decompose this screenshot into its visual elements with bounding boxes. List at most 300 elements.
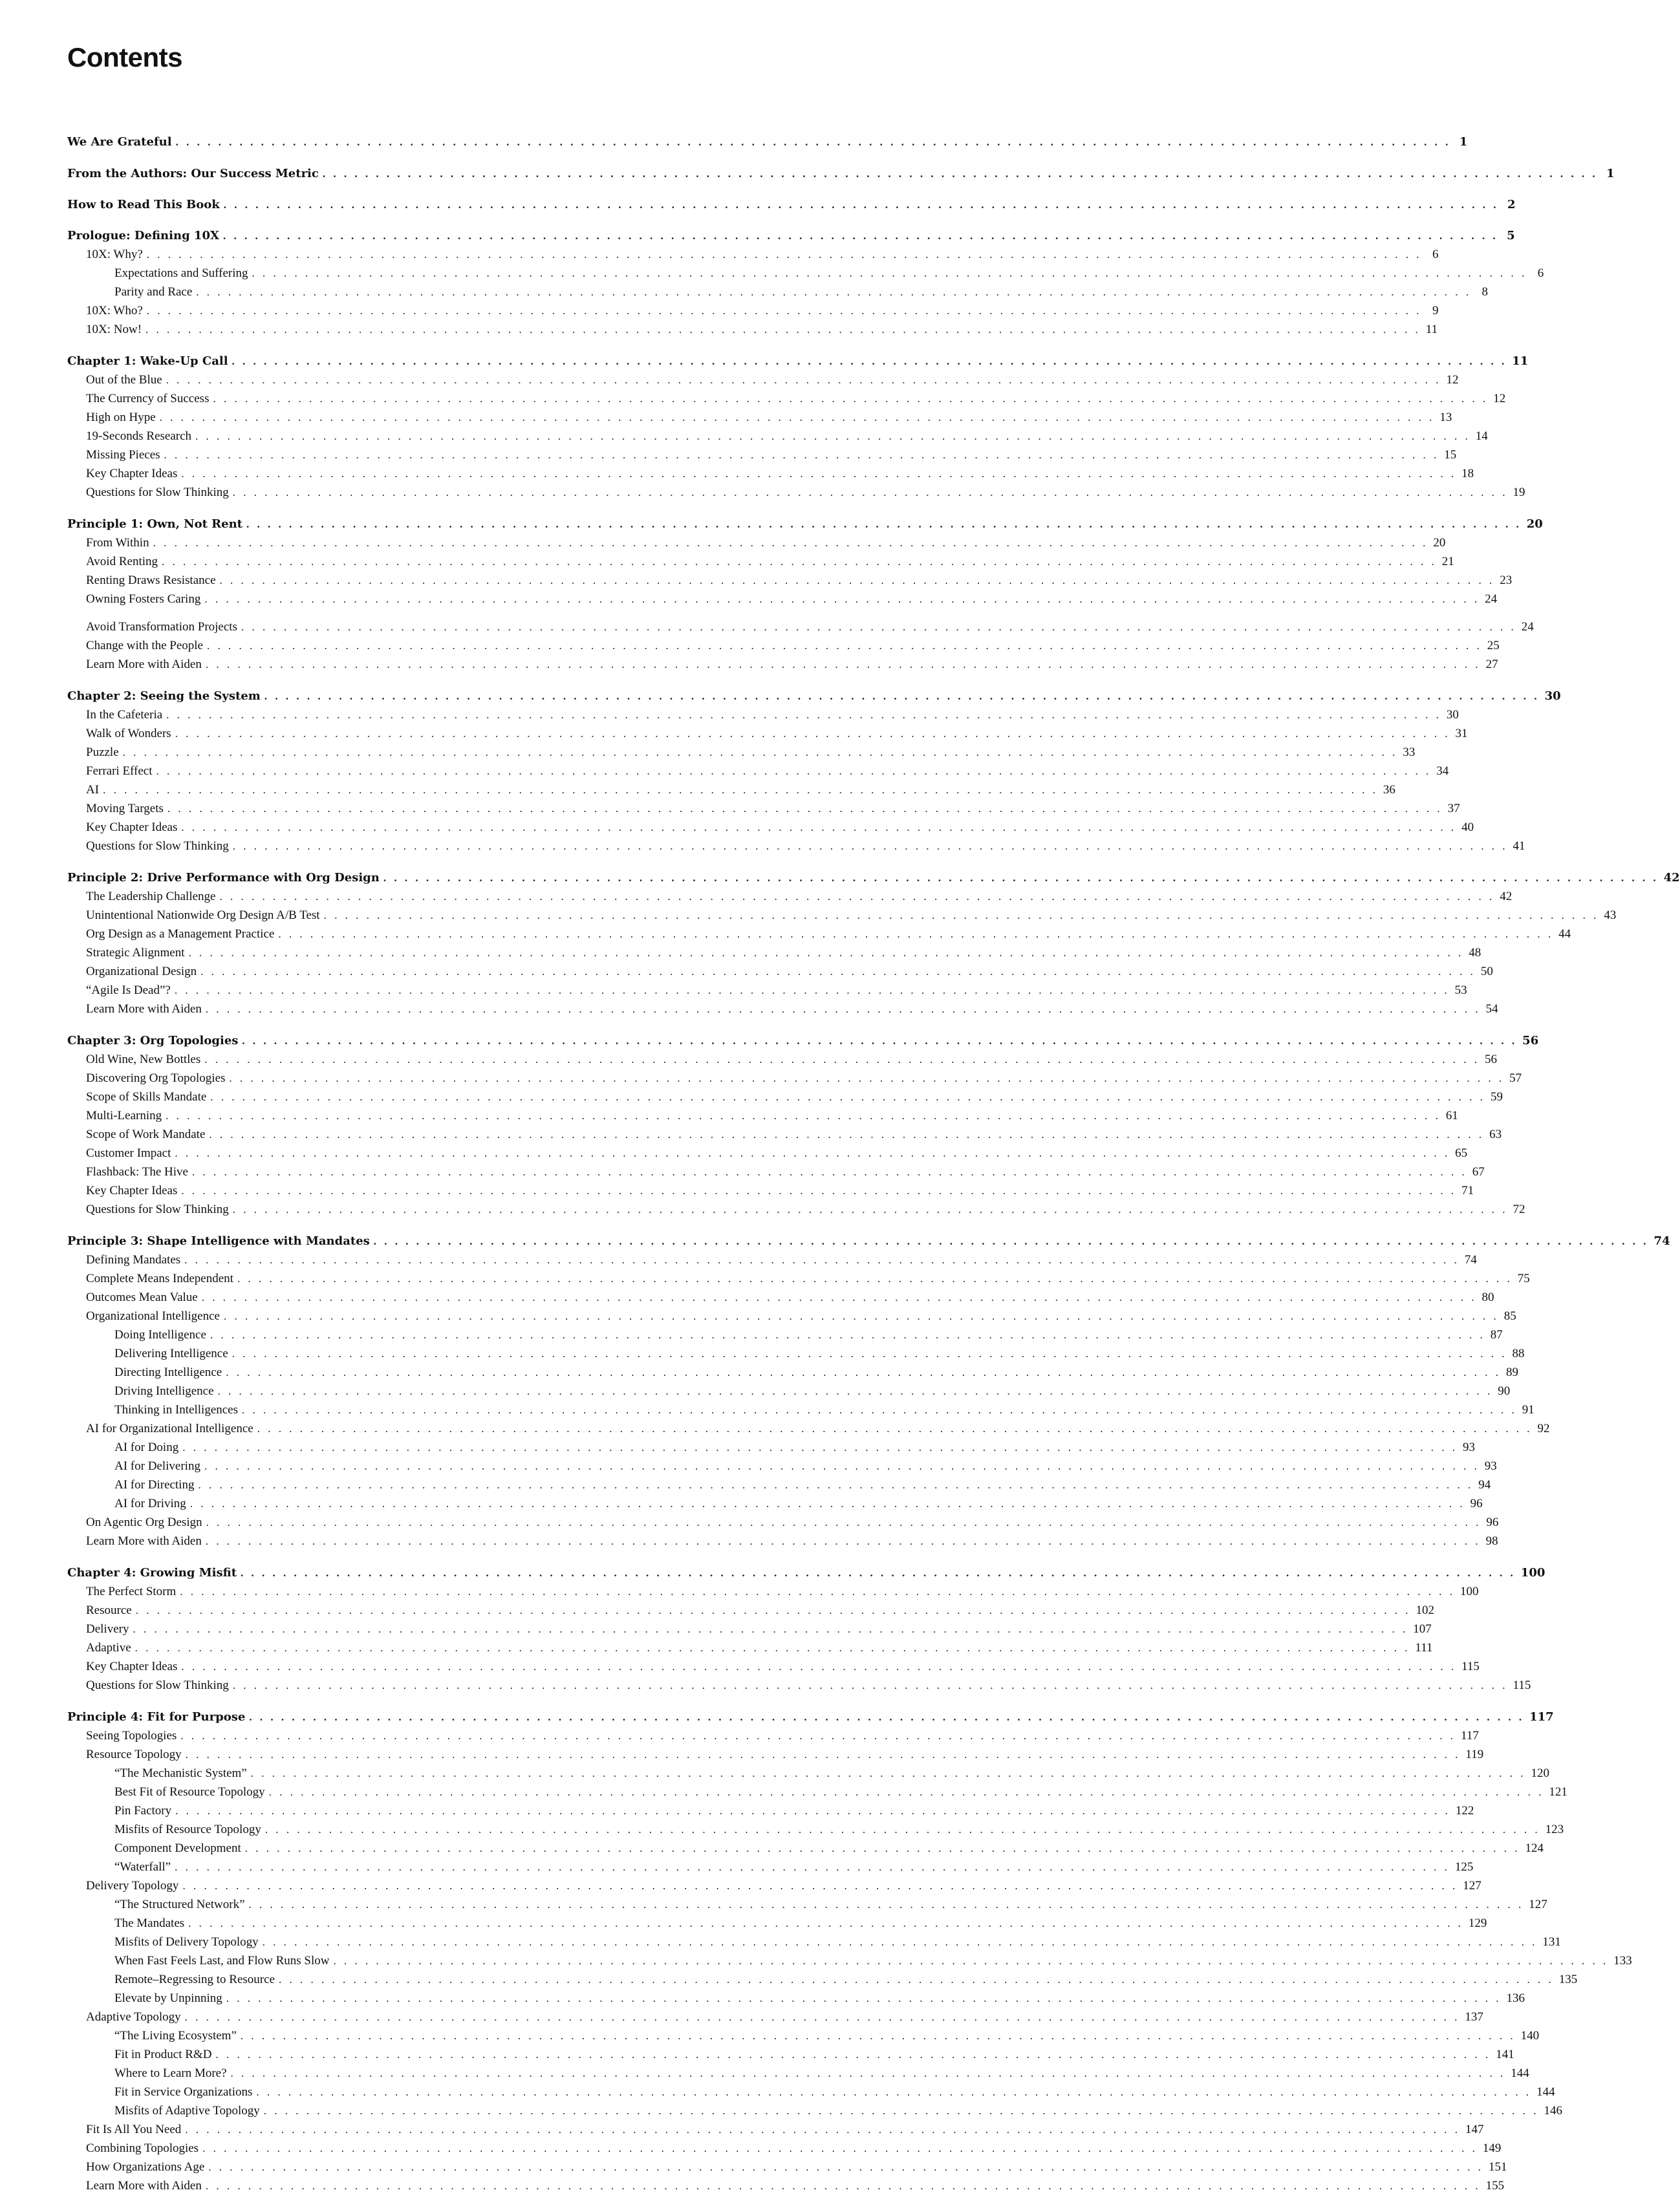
dot-leader: . . . . . . . . . . . . . . . . . . . . . . . . . . . . . . . . . . . . . . . . . . . . . . . . . . . . . . . . . . . . . . . . . . . . . . . . . . . . . . . . . . . . . . . . . . . . . . . . . . . . . . . . . . . . . . . . . . . . . . . . <box>135 1642 1410 1654</box>
toc-entry-page-number: 124 <box>1525 1841 1544 1855</box>
toc-entry-title: In the Cafeteria <box>86 708 166 722</box>
toc-entry-title: Missing Pieces <box>86 448 164 462</box>
dot-leader: . . . . . . . . . . . . . . . . . . . . . . . . . . . . . . . . . . . . . . . . . . . . . . . . . . . . . . . . . . . . . . . . . . . . . . . . . . . . . . . . . . . . . . . . . . . . . . . . . . . . . . . . . . . . . . . . . . . . . . . . <box>198 1479 1474 1491</box>
toc-entry-title: Fit Is All You Need <box>86 2123 185 2137</box>
toc-entry-page-number: 155 <box>1485 2179 1505 2193</box>
toc-entry-title: Chapter 4: Growing Misfit <box>67 1566 241 1580</box>
toc-entry-page-number: 85 <box>1503 1309 1516 1323</box>
toc-entry-title: How to Read This Book <box>67 198 224 211</box>
dot-leader: . . . . . . . . . . . . . . . . . . . . . . . . . . . . . . . . . . . . . . . . . . . . . . . . . . . . . . . . . . . . . . . . . . . . . . . . . . . . . . . . . . . . . . . . . . . . . . . . . . . . . . . . . . . . . . . . . . . . . . . . <box>232 1679 1508 1691</box>
dot-leader: . . . . . . . . . . . . . . . . . . . . . . . . . . . . . . . . . . . . . . . . . . . . . . . . . . . . . . . . . . . . . . . . . . . . . . . . . . . . . . . . . . . . . . . . . . . . . . . . . . . . . . . . . . . . . . . . . . . . . . . . <box>201 1291 1477 1303</box>
toc-entry-title: Directing Intelligence <box>114 1366 226 1380</box>
dot-leader: . . . . . . . . . . . . . . . . . . . . . . . . . . . . . . . . . . . . . . . . . . . . . . . . . . . . . . . . . . . . . . . . . . . . . . . . . . . . . . . . . . . . . . . . . . . . . . . . . . . . . . . . . . . . . . . . . . . . . . . . <box>252 267 1527 279</box>
toc-entry-page-number: 111 <box>1415 1641 1433 1655</box>
toc-entry-page-number: 88 <box>1512 1347 1525 1360</box>
dot-leader: . . . . . . . . . . . . . . . . . . . . . . . . . . . . . . . . . . . . . . . . . . . . . . . . . . . . . . . . . . . . . . . . . . . . . . . . . . . . . . . . . . . . . . . . . . . . . . . . . . . . . . . . . . . . . . . . . . . . . . . . <box>184 2011 1460 2023</box>
dot-leader: . . . . . . . . . . . . . . . . . . . . . . . . . . . . . . . . . . . . . . . . . . . . . . . . . . . . . . . . . . . . . . . . . . . . . . . . . . . . . . . . . . . . . . . . . . . . . . . . . . . . . . . . . . . . . . . . . . . . . . . . <box>204 1460 1480 1472</box>
toc-entry-page-number: 24 <box>1485 592 1498 606</box>
toc-entry-title: “The Living Ecosystem” <box>114 2029 241 2043</box>
toc-entry-page-number: 63 <box>1489 1128 1502 1141</box>
toc-entry-title: The Currency of Success <box>86 392 213 406</box>
toc-entry-title: Principle 3: Shape Intelligence with Mandates <box>67 1234 374 1248</box>
dot-leader: . . . . . . . . . . . . . . . . . . . . . . . . . . . . . . . . . . . . . . . . . . . . . . . . . . . . . . . . . . . . . . . . . . . . . . . . . . . . . . . . . . . . . . . . . . . . . . . . . . . . . . . . . . . . . . . . . . . . . . . . <box>146 305 1422 317</box>
toc-entry-title: Parity and Race <box>114 285 196 299</box>
toc-entry-page-number: 140 <box>1520 2029 1540 2043</box>
toc-entry-page-number: 65 <box>1455 1146 1468 1160</box>
toc-entry-page-number: 98 <box>1485 1534 1498 1548</box>
dot-leader: . . . . . . . . . . . . . . . . . . . . . . . . . . . . . . . . . . . . . . . . . . . . . . . . . . . . . . . . . . . . . . . . . . . . . . . . . . . . . . . . . . . . . . . . . . . . . . . . . . . . . . . . . . . . . . . . . . . . . . . . <box>256 2086 1532 2098</box>
dot-leader: . . . . . . . . . . . . . . . . . . . . . . . . . . . . . . . . . . . . . . . . . . . . . . . . . . . . . . . . . . . . . . . . . . . . . . . . . . . . . . . . . . . . . . . . . . . . . . . . . . . . . . . . . . . . . . . . . . . . . . . . <box>244 1842 1520 1854</box>
toc-entry-title: Flashback: The Hive <box>86 1165 192 1179</box>
toc-entry-title: Where to Learn More? <box>114 2066 231 2081</box>
toc-entry-title: Principle 1: Own, Not Rent <box>67 517 246 531</box>
dot-leader: . . . . . . . . . . . . . . . . . . . . . . . . . . . . . . . . . . . . . . . . . . . . . . . . . . . . . . . . . . . . . . . . . . . . . . . . . . . . . . . . . . . . . . . . . . . . . . . . . . . . . . . . . . . . . . . . . . . . . . . . <box>202 2142 1478 2154</box>
toc-entry-page-number: 133 <box>1613 1954 1632 1968</box>
toc-entry-page-number: 149 <box>1482 2141 1502 2155</box>
toc-entry-page-number: 147 <box>1465 2123 1484 2136</box>
dot-leader: . . . . . . . . . . . . . . . . . . . . . . . . . . . . . . . . . . . . . . . . . . . . . . . . . . . . . . . . . . . . . . . . . . . . . . . . . . . . . . . . . . . . . . . . . . . . . . . . . . . . . . . . . . . . . . . . . . . . . . . . <box>219 574 1495 586</box>
toc-entry-title: Renting Draws Resistance <box>86 574 220 588</box>
toc-entry-page-number: 119 <box>1465 1748 1484 1761</box>
toc-entry-title: Expectations and Suffering <box>114 266 252 281</box>
toc-entry-page-number: 21 <box>1441 555 1454 568</box>
toc-entry-title: Delivering Intelligence <box>114 1347 232 1361</box>
toc-entry-page-number: 57 <box>1509 1071 1522 1085</box>
toc-entry-page-number: 44 <box>1558 927 1571 941</box>
toc-entry-page-number: 53 <box>1454 983 1467 997</box>
toc-entry-title: Organizational Intelligence <box>86 1309 224 1324</box>
toc-entry-title: AI for Directing <box>114 1478 198 1492</box>
toc-entry-page-number: 9 <box>1432 304 1439 317</box>
toc-entry-title: Questions for Slow Thinking <box>86 486 233 500</box>
toc-entry-title: Learn More with Aiden <box>86 658 206 672</box>
toc-entry-title: Pin Factory <box>114 1804 175 1818</box>
toc-entry-page-number: 122 <box>1455 1804 1474 1818</box>
toc-entry-title: 10X: Now! <box>86 323 145 337</box>
toc-entry-title: Fit in Service Organizations <box>114 2085 256 2099</box>
toc-entry-title: Principle 2: Drive Performance with Org Design <box>67 871 383 885</box>
dot-leader: . . . . . . . . . . . . . . . . . . . . . . . . . . . . . . . . . . . . . . . . . . . . . . . . . . . . . . . . . . . . . . . . . . . . . . . . . . . . . . . . . . . . . . . . . . . . . . . . . . . . . . . . . . . . . . . . . . . . . . . . <box>264 690 1540 702</box>
dot-leader: . . . . . . . . . . . . . . . . . . . . . . . . . . . . . . . . . . . . . . . . . . . . . . . . . . . . . . . . . . . . . . . . . . . . . . . . . . . . . . . . . . . . . . . . . . . . . . . . . . . . . . . . . . . . . . . . . . . . . . . . <box>164 449 1439 461</box>
toc-entry-page-number: 125 <box>1454 1860 1474 1874</box>
toc-entry-page-number: 89 <box>1505 1366 1518 1379</box>
dot-leader: . . . . . . . . . . . . . . . . . . . . . . . . . . . . . . . . . . . . . . . . . . . . . . . . . . . . . . . . . . . . . . . . . . . . . . . . . . . . . . . . . . . . . . . . . . . . . . . . . . . . . . . . . . . . . . . . . . . . . . . . <box>175 727 1450 740</box>
toc-entry-title: Outcomes Mean Value <box>86 1291 202 1305</box>
dot-leader: . . . . . . . . . . . . . . . . . . . . . . . . . . . . . . . . . . . . . . . . . . . . . . . . . . . . . . . . . . . . . . . . . . . . . . . . . . . . . . . . . . . . . . . . . . . . . . . . . . . . . . . . . . . . . . . . . . . . . . . . <box>383 872 1659 884</box>
toc-entry-page-number: 137 <box>1465 2010 1483 2024</box>
toc-entry-page-number: 34 <box>1436 764 1449 778</box>
dot-leader: . . . . . . . . . . . . . . . . . . . . . . . . . . . . . . . . . . . . . . . . . . . . . . . . . . . . . . . . . . . . . . . . . . . . . . . . . . . . . . . . . . . . . . . . . . . . . . . . . . . . . . . . . . . . . . . . . . . . . . . . <box>205 658 1481 671</box>
toc-entry-title: Combining Topologies <box>86 2141 202 2156</box>
dot-leader: . . . . . . . . . . . . . . . . . . . . . . . . . . . . . . . . . . . . . . . . . . . . . . . . . . . . . . . . . . . . . . . . . . . . . . . . . . . . . . . . . . . . . . . . . . . . . . . . . . . . . . . . . . . . . . . . . . . . . . . . <box>278 928 1554 940</box>
toc-entry-page-number: 15 <box>1444 448 1457 462</box>
toc-entry-title: Org Design as a Management Practice <box>86 927 278 941</box>
dot-leader: . . . . . . . . . . . . . . . . . . . . . . . . . . . . . . . . . . . . . . . . . . . . . . . . . . . . . . . . . . . . . . . . . . . . . . . . . . . . . . . . . . . . . . . . . . . . . . . . . . . . . . . . . . . . . . . . . . . . . . . . <box>232 355 1507 367</box>
dot-leader: . . . . . . . . . . . . . . . . . . . . . . . . . . . . . . . . . . . . . . . . . . . . . . . . . . . . . . . . . . . . . . . . . . . . . . . . . . . . . . . . . . . . . . . . . . . . . . . . . . . . . . . . . . . . . . . . . . . . . . . . <box>180 1585 1456 1598</box>
toc-entry-page-number: 54 <box>1485 1002 1498 1016</box>
dot-leader: . . . . . . . . . . . . . . . . . . . . . . . . . . . . . . . . . . . . . . . . . . . . . . . . . . . . . . . . . . . . . . . . . . . . . . . . . . . . . . . . . . . . . . . . . . . . . . . . . . . . . . . . . . . . . . . . . . . . . . . . <box>189 1497 1465 1510</box>
toc-entry-page-number: 141 <box>1496 2048 1514 2061</box>
toc-entry-title: We Are Grateful <box>67 135 176 149</box>
dot-leader: . . . . . . . . . . . . . . . . . . . . . . . . . . . . . . . . . . . . . . . . . . . . . . . . . . . . . . . . . . . . . . . . . . . . . . . . . . . . . . . . . . . . . . . . . . . . . . . . . . . . . . . . . . . . . . . . . . . . . . . . <box>166 374 1441 386</box>
dot-leader: . . . . . . . . . . . . . . . . . . . . . . . . . . . . . . . . . . . . . . . . . . . . . . . . . . . . . . . . . . . . . . . . . . . . . . . . . . . . . . . . . . . . . . . . . . . . . . . . . . . . . . . . . . . . . . . . . . . . . . . . <box>229 1072 1505 1084</box>
dot-leader: . . . . . . . . . . . . . . . . . . . . . . . . . . . . . . . . . . . . . . . . . . . . . . . . . . . . . . . . . . . . . . . . . . . . . . . . . . . . . . . . . . . . . . . . . . . . . . . . . . . . . . . . . . . . . . . . . . . . . . . . <box>322 167 1598 180</box>
toc-entry-title: Chapter 3: Org Topologies <box>67 1034 242 1047</box>
toc-entry-page-number: 93 <box>1462 1441 1475 1454</box>
toc-entry-title: Questions for Slow Thinking <box>86 839 233 853</box>
dot-leader: . . . . . . . . . . . . . . . . . . . . . . . . . . . . . . . . . . . . . . . . . . . . . . . . . . . . . . . . . . . . . . . . . . . . . . . . . . . . . . . . . . . . . . . . . . . . . . . . . . . . . . . . . . . . . . . . . . . . . . . . <box>135 1604 1411 1616</box>
toc-entry-title: Owning Fosters Caring <box>86 592 204 606</box>
toc-entry-page-number: 127 <box>1463 1879 1481 1893</box>
dot-leader: . . . . . . . . . . . . . . . . . . . . . . . . . . . . . . . . . . . . . . . . . . . . . . . . . . . . . . . . . . . . . . . . . . . . . . . . . . . . . . . . . . . . . . . . . . . . . . . . . . . . . . . . . . . . . . . . . . . . . . . . <box>185 2123 1461 2136</box>
toc-entry-title: Scope of Work Mandate <box>86 1128 209 1142</box>
dot-leader: . . . . . . . . . . . . . . . . . . . . . . . . . . . . . . . . . . . . . . . . . . . . . . . . . . . . . . . . . . . . . . . . . . . . . . . . . . . . . . . . . . . . . . . . . . . . . . . . . . . . . . . . . . . . . . . . . . . . . . . . <box>175 1805 1450 1817</box>
toc-entry-page-number: 6 <box>1432 248 1439 261</box>
dot-leader: . . . . . . . . . . . . . . . . . . . . . . . . . . . . . . . . . . . . . . . . . . . . . . . . . . . . . . . . . . . . . . . . . . . . . . . . . . . . . . . . . . . . . . . . . . . . . . . . . . . . . . . . . . . . . . . . . . . . . . . . <box>242 1404 1517 1416</box>
toc-entry-title: Unintentional Nationwide Org Design A/B Test <box>86 908 324 923</box>
toc-entry-page-number: 117 <box>1529 1710 1554 1724</box>
dot-leader: . . . . . . . . . . . . . . . . . . . . . . . . . . . . . . . . . . . . . . . . . . . . . . . . . . . . . . . . . . . . . . . . . . . . . . . . . . . . . . . . . . . . . . . . . . . . . . . . . . . . . . . . . . . . . . . . . . . . . . . . <box>191 1166 1467 1178</box>
toc-entry-page-number: 144 <box>1536 2085 1555 2099</box>
toc-entry-page-number: 75 <box>1517 1272 1530 1285</box>
toc-entry-title: Walk of Wonders <box>86 727 175 741</box>
dot-leader: . . . . . . . . . . . . . . . . . . . . . . . . . . . . . . . . . . . . . . . . . . . . . . . . . . . . . . . . . . . . . . . . . . . . . . . . . . . . . . . . . . . . . . . . . . . . . . . . . . . . . . . . . . . . . . . . . . . . . . . . <box>250 1767 1526 1779</box>
toc-entry-title: Ferrari Effect <box>86 764 156 778</box>
dot-leader: . . . . . . . . . . . . . . . . . . . . . . . . . . . . . . . . . . . . . . . . . . . . . . . . . . . . . . . . . . . . . . . . . . . . . . . . . . . . . . . . . . . . . . . . . . . . . . . . . . . . . . . . . . . . . . . . . . . . . . . . <box>262 1936 1538 1948</box>
toc-entry-page-number: 74 <box>1464 1253 1477 1267</box>
toc-entry-title: “The Structured Network” <box>114 1898 249 1912</box>
toc-entry-page-number: 87 <box>1490 1328 1503 1342</box>
dot-leader: . . . . . . . . . . . . . . . . . . . . . . . . . . . . . . . . . . . . . . . . . . . . . . . . . . . . . . . . . . . . . . . . . . . . . . . . . . . . . . . . . . . . . . . . . . . . . . . . . . . . . . . . . . . . . . . . . . . . . . . . <box>175 136 1451 148</box>
toc-entry-title: Misfits of Adaptive Topology <box>114 2104 264 2118</box>
dot-leader: . . . . . . . . . . . . . . . . . . . . . . . . . . . . . . . . . . . . . . . . . . . . . . . . . . . . . . . . . . . . . . . . . . . . . . . . . . . . . . . . . . . . . . . . . . . . . . . . . . . . . . . . . . . . . . . . . . . . . . . . <box>222 230 1498 242</box>
toc-entry-title: Change with the People <box>86 639 207 653</box>
toc-entry-title: 10X: Who? <box>86 304 147 318</box>
toc-entry-page-number: 93 <box>1484 1459 1497 1473</box>
toc-entry-title: Elevate by Unpinning <box>114 1991 226 2006</box>
toc-entry-page-number: 25 <box>1487 639 1500 652</box>
dot-leader: . . . . . . . . . . . . . . . . . . . . . . . . . . . . . . . . . . . . . . . . . . . . . . . . . . . . . . . . . . . . . . . . . . . . . . . . . . . . . . . . . . . . . . . . . . . . . . . . . . . . . . . . . . . . . . . . . . . . . . . . <box>323 909 1599 921</box>
toc-entry-page-number: 6 <box>1537 266 1544 280</box>
toc-entry-page-number: 117 <box>1461 1729 1479 1743</box>
dot-leader: . . . . . . . . . . . . . . . . . . . . . . . . . . . . . . . . . . . . . . . . . . . . . . . . . . . . . . . . . . . . . . . . . . . . . . . . . . . . . . . . . . . . . . . . . . . . . . . . . . . . . . . . . . . . . . . . . . . . . . . . <box>146 248 1422 261</box>
toc-entry-title: Component Development <box>114 1841 245 1856</box>
dot-leader: . . . . . . . . . . . . . . . . . . . . . . . . . . . . . . . . . . . . . . . . . . . . . . . . . . . . . . . . . . . . . . . . . . . . . . . . . . . . . . . . . . . . . . . . . . . . . . . . . . . . . . . . . . . . . . . . . . . . . . . . <box>205 1535 1481 1547</box>
toc-entry-title: AI for Driving <box>114 1497 190 1511</box>
toc-entry-page-number: 123 <box>1545 1823 1564 1836</box>
toc-entry-page-number: 146 <box>1544 2104 1562 2118</box>
toc-entry-page-number: 11 <box>1425 323 1438 336</box>
dot-leader: . . . . . . . . . . . . . . . . . . . . . . . . . . . . . . . . . . . . . . . . . . . . . . . . . . . . . . . . . . . . . . . . . . . . . . . . . . . . . . . . . . . . . . . . . . . . . . . . . . . . . . . . . . . . . . . . . . . . . . . . <box>210 1329 1485 1341</box>
toc-entry-page-number: 115 <box>1513 1679 1531 1692</box>
toc-entry-title: Multi-Learning <box>86 1109 166 1123</box>
toc-entry-page-number: 43 <box>1604 908 1617 922</box>
toc-entry-page-number: 48 <box>1469 946 1481 960</box>
toc-entry-title: High on Hype <box>86 411 160 425</box>
toc-entry-title: Key Chapter Ideas <box>86 1184 181 1198</box>
toc-entry-page-number: 96 <box>1470 1497 1483 1510</box>
toc-entry-title: “The Mechanistic System” <box>114 1766 251 1781</box>
dot-leader: . . . . . . . . . . . . . . . . . . . . . . . . . . . . . . . . . . . . . . . . . . . . . . . . . . . . . . . . . . . . . . . . . . . . . . . . . . . . . . . . . . . . . . . . . . . . . . . . . . . . . . . . . . . . . . . . . . . . . . . . <box>162 555 1437 568</box>
dot-leader: . . . . . . . . . . . . . . . . . . . . . . . . . . . . . . . . . . . . . . . . . . . . . . . . . . . . . . . . . . . . . . . . . . . . . . . . . . . . . . . . . . . . . . . . . . . . . . . . . . . . . . . . . . . . . . . . . . . . . . . . <box>373 1235 1649 1247</box>
dot-leader: . . . . . . . . . . . . . . . . . . . . . . . . . . . . . . . . . . . . . . . . . . . . . . . . . . . . . . . . . . . . . . . . . . . . . . . . . . . . . . . . . . . . . . . . . . . . . . . . . . . . . . . . . . . . . . . . . . . . . . . . <box>232 486 1508 499</box>
toc-entry-page-number: 115 <box>1461 1660 1480 1673</box>
toc-entry-page-number: 56 <box>1485 1053 1498 1066</box>
toc-entry-title: Moving Targets <box>86 802 167 816</box>
dot-leader: . . . . . . . . . . . . . . . . . . . . . . . . . . . . . . . . . . . . . . . . . . . . . . . . . . . . . . . . . . . . . . . . . . . . . . . . . . . . . . . . . . . . . . . . . . . . . . . . . . . . . . . . . . . . . . . . . . . . . . . . <box>232 840 1508 852</box>
dot-leader: . . . . . . . . . . . . . . . . . . . . . . . . . . . . . . . . . . . . . . . . . . . . . . . . . . . . . . . . . . . . . . . . . . . . . . . . . . . . . . . . . . . . . . . . . . . . . . . . . . . . . . . . . . . . . . . . . . . . . . . . <box>219 890 1495 903</box>
dot-leader: . . . . . . . . . . . . . . . . . . . . . . . . . . . . . . . . . . . . . . . . . . . . . . . . . . . . . . . . . . . . . . . . . . . . . . . . . . . . . . . . . . . . . . . . . . . . . . . . . . . . . . . . . . . . . . . . . . . . . . . . <box>182 1441 1458 1454</box>
toc-entry-title: Old Wine, New Bottles <box>86 1053 204 1067</box>
toc-entry-title: The Mandates <box>114 1916 188 1931</box>
dot-leader: . . . . . . . . . . . . . . . . . . . . . . . . . . . . . . . . . . . . . . . . . . . . . . . . . . . . . . . . . . . . . . . . . . . . . . . . . . . . . . . . . . . . . . . . . . . . . . . . . . . . . . . . . . . . . . . . . . . . . . . . <box>232 1203 1508 1216</box>
dot-leader: . . . . . . . . . . . . . . . . . . . . . . . . . . . . . . . . . . . . . . . . . . . . . . . . . . . . . . . . . . . . . . . . . . . . . . . . . . . . . . . . . . . . . . . . . . . . . . . . . . . . . . . . . . . . . . . . . . . . . . . . <box>208 2161 1484 2173</box>
toc-entry-page-number: 100 <box>1520 1566 1545 1580</box>
toc-entry-title: Fit in Product R&D <box>114 2048 215 2062</box>
toc-entry-page-number: 50 <box>1480 965 1493 978</box>
toc-entry-page-number: 96 <box>1486 1516 1499 1529</box>
toc-entry-page-number: 12 <box>1446 373 1459 387</box>
dot-leader: . . . . . . . . . . . . . . . . . . . . . . . . . . . . . . . . . . . . . . . . . . . . . . . . . . . . . . . . . . . . . . . . . . . . . . . . . . . . . . . . . . . . . . . . . . . . . . . . . . . . . . . . . . . . . . . . . . . . . . . . <box>185 1748 1461 1761</box>
toc-entry-page-number: 67 <box>1472 1165 1485 1179</box>
dot-leader: . . . . . . . . . . . . . . . . . . . . . . . . . . . . . . . . . . . . . . . . . . . . . . . . . . . . . . . . . . . . . . . . . . . . . . . . . . . . . . . . . . . . . . . . . . . . . . . . . . . . . . . . . . . . . . . . . . . . . . . . <box>181 1185 1457 1197</box>
dot-leader: . . . . . . . . . . . . . . . . . . . . . . . . . . . . . . . . . . . . . . . . . . . . . . . . . . . . . . . . . . . . . . . . . . . . . . . . . . . . . . . . . . . . . . . . . . . . . . . . . . . . . . . . . . . . . . . . . . . . . . . . <box>167 802 1443 815</box>
dot-leader: . . . . . . . . . . . . . . . . . . . . . . . . . . . . . . . . . . . . . . . . . . . . . . . . . . . . . . . . . . . . . . . . . . . . . . . . . . . . . . . . . . . . . . . . . . . . . . . . . . . . . . . . . . . . . . . . . . . . . . . . <box>181 467 1457 480</box>
toc-entry-title: Adaptive <box>86 1641 135 1655</box>
toc-entry-page-number: 8 <box>1481 285 1489 299</box>
toc-entry-title: Scope of Skills Mandate <box>86 1090 210 1104</box>
dot-leader: . . . . . . . . . . . . . . . . . . . . . . . . . . . . . . . . . . . . . . . . . . . . . . . . . . . . . . . . . . . . . . . . . . . . . . . . . . . . . . . . . . . . . . . . . . . . . . . . . . . . . . . . . . . . . . . . . . . . . . . . <box>215 2048 1491 2061</box>
dot-leader: . . . . . . . . . . . . . . . . . . . . . . . . . . . . . . . . . . . . . . . . . . . . . . . . . . . . . . . . . . . . . . . . . . . . . . . . . . . . . . . . . . . . . . . . . . . . . . . . . . . . . . . . . . . . . . . . . . . . . . . . <box>333 1955 1609 1967</box>
dot-leader: . . . . . . . . . . . . . . . . . . . . . . . . . . . . . . . . . . . . . . . . . . . . . . . . . . . . . . . . . . . . . . . . . . . . . . . . . . . . . . . . . . . . . . . . . . . . . . . . . . . . . . . . . . . . . . . . . . . . . . . . <box>246 518 1522 530</box>
toc-entry-title: Remote–Regressing to Resource <box>114 1973 279 1987</box>
toc-entry-page-number: 56 <box>1522 1034 1539 1047</box>
dot-leader: . . . . . . . . . . . . . . . . . . . . . . . . . . . . . . . . . . . . . . . . . . . . . . . . . . . . . . . . . . . . . . . . . . . . . . . . . . . . . . . . . . . . . . . . . . . . . . . . . . . . . . . . . . . . . . . . . . . . . . . . <box>153 537 1428 549</box>
dot-leader: . . . . . . . . . . . . . . . . . . . . . . . . . . . . . . . . . . . . . . . . . . . . . . . . . . . . . . . . . . . . . . . . . . . . . . . . . . . . . . . . . . . . . . . . . . . . . . . . . . . . . . . . . . . . . . . . . . . . . . . . <box>195 430 1470 442</box>
toc-entry-title: Driving Intelligence <box>114 1384 218 1399</box>
toc-entry-page-number: 100 <box>1460 1585 1479 1598</box>
dot-leader: . . . . . . . . . . . . . . . . . . . . . . . . . . . . . . . . . . . . . . . . . . . . . . . . . . . . . . . . . . . . . . . . . . . . . . . . . . . . . . . . . . . . . . . . . . . . . . . . . . . . . . . . . . . . . . . . . . . . . . . . <box>156 765 1432 777</box>
toc-entry-title: Customer Impact <box>86 1146 175 1161</box>
toc-entry-title: Key Chapter Ideas <box>86 467 181 481</box>
toc-entry-title: Chapter 1: Wake-Up Call <box>67 354 232 368</box>
dot-leader: . . . . . . . . . . . . . . . . . . . . . . . . . . . . . . . . . . . . . . . . . . . . . . . . . . . . . . . . . . . . . . . . . . . . . . . . . . . . . . . . . . . . . . . . . . . . . . . . . . . . . . . . . . . . . . . . . . . . . . . . <box>204 593 1480 605</box>
dot-leader: . . . . . . . . . . . . . . . . . . . . . . . . . . . . . . . . . . . . . . . . . . . . . . . . . . . . . . . . . . . . . . . . . . . . . . . . . . . . . . . . . . . . . . . . . . . . . . . . . . . . . . . . . . . . . . . . . . . . . . . . <box>133 1623 1408 1635</box>
toc-entry-title: Questions for Slow Thinking <box>86 1203 233 1217</box>
toc-entry-page-number: 151 <box>1489 2160 1507 2174</box>
toc-entry-page-number: 12 <box>1493 392 1506 405</box>
dot-leader: . . . . . . . . . . . . . . . . . . . . . . . . . . . . . . . . . . . . . . . . . . . . . . . . . . . . . . . . . . . . . . . . . . . . . . . . . . . . . . . . . . . . . . . . . . . . . . . . . . . . . . . . . . . . . . . . . . . . . . . . <box>264 1823 1540 1836</box>
toc-entry-title: Delivery Topology <box>86 1879 182 1893</box>
toc-entry-title: Strategic Alignment <box>86 946 189 960</box>
toc-entry-title: Seeing Topologies <box>86 1729 180 1743</box>
toc-entry-page-number: 94 <box>1478 1478 1491 1492</box>
toc-entry-page-number: 61 <box>1445 1109 1458 1122</box>
toc-entry-page-number: 20 <box>1526 517 1543 531</box>
dot-leader: . . . . . . . . . . . . . . . . . . . . . . . . . . . . . . . . . . . . . . . . . . . . . . . . . . . . . . . . . . . . . . . . . . . . . . . . . . . . . . . . . . . . . . . . . . . . . . . . . . . . . . . . . . . . . . . . . . . . . . . . <box>217 1385 1493 1397</box>
toc-entry-title: 10X: Why? <box>86 248 147 262</box>
toc-entry-page-number: 120 <box>1531 1766 1549 1780</box>
toc-entry-page-number: 40 <box>1461 821 1474 834</box>
toc-entry-title: Learn More with Aiden <box>86 1534 206 1549</box>
dot-leader: . . . . . . . . . . . . . . . . . . . . . . . . . . . . . . . . . . . . . . . . . . . . . . . . . . . . . . . . . . . . . . . . . . . . . . . . . . . . . . . . . . . . . . . . . . . . . . . . . . . . . . . . . . . . . . . . . . . . . . . . <box>223 1310 1499 1322</box>
toc-entry-page-number: 5 <box>1507 229 1515 242</box>
toc-entry-title: “Agile Is Dead”? <box>86 983 175 998</box>
toc-entry-title: Learn More with Aiden <box>86 2179 206 2193</box>
toc-entry-title: “Waterfall” <box>114 1860 175 1874</box>
toc-entry-page-number: 131 <box>1542 1935 1561 1949</box>
toc-entry-title: The Perfect Storm <box>86 1585 180 1599</box>
toc-entry-page-number: 80 <box>1481 1291 1494 1304</box>
toc-entry-page-number: 91 <box>1522 1403 1535 1417</box>
toc-entry-title: When Fast Feels Last, and Flow Runs Slow <box>114 1954 334 1968</box>
toc-entry-title: Chapter 2: Seeing the System <box>67 689 264 703</box>
dot-leader: . . . . . . . . . . . . . . . . . . . . . . . . . . . . . . . . . . . . . . . . . . . . . . . . . . . . . . . . . . . . . . . . . . . . . . . . . . . . . . . . . . . . . . . . . . . . . . . . . . . . . . . . . . . . . . . . . . . . . . . . <box>257 1422 1533 1435</box>
toc-entry-page-number: 2 <box>1507 198 1516 211</box>
toc-entry-page-number: 27 <box>1485 658 1498 671</box>
dot-leader: . . . . . . . . . . . . . . . . . . . . . . . . . . . . . . . . . . . . . . . . . . . . . . . . . . . . . . . . . . . . . . . . . . . . . . . . . . . . . . . . . . . . . . . . . . . . . . . . . . . . . . . . . . . . . . . . . . . . . . . . <box>232 1347 1507 1360</box>
toc-entry-page-number: 74 <box>1653 1234 1670 1248</box>
toc-entry-title: AI <box>86 783 103 797</box>
dot-leader: . . . . . . . . . . . . . . . . . . . . . . . . . . . . . . . . . . . . . . . . . . . . . . . . . . . . . . . . . . . . . . . . . . . . . . . . . . . . . . . . . . . . . . . . . . . . . . . . . . . . . . . . . . . . . . . . . . . . . . . . <box>268 1786 1544 1798</box>
toc-entry-title: Delivery <box>86 1622 133 1636</box>
toc-entry-title: Learn More with Aiden <box>86 1002 206 1016</box>
toc-entry-page-number: 72 <box>1513 1203 1525 1216</box>
toc-entry-page-number: 23 <box>1500 574 1513 587</box>
toc-entry-title: Resource Topology <box>86 1748 186 1762</box>
dot-leader: . . . . . . . . . . . . . . . . . . . . . . . . . . . . . . . . . . . . . . . . . . . . . . . . . . . . . . . . . . . . . . . . . . . . . . . . . . . . . . . . . . . . . . . . . . . . . . . . . . . . . . . . . . . . . . . . . . . . . . . . <box>180 1730 1456 1742</box>
toc-entry-page-number: 144 <box>1511 2066 1529 2080</box>
toc-entry-title: Complete Means Independent <box>86 1272 237 1286</box>
toc-entry-page-number: 1 <box>1459 135 1468 149</box>
toc-entry-title: Misfits of Delivery Topology <box>114 1935 263 1949</box>
toc-entry-page-number: 37 <box>1447 802 1460 815</box>
dot-leader: . . . . . . . . . . . . . . . . . . . . . . . . . . . . . . . . . . . . . . . . . . . . . . . . . . . . . . . . . . . . . . . . . . . . . . . . . . . . . . . . . . . . . . . . . . . . . . . . . . . . . . . . . . . . . . . . . . . . . . . . <box>174 984 1450 996</box>
toc-entry-page-number: 59 <box>1491 1090 1503 1104</box>
dot-leader: . . . . . . . . . . . . . . . . . . . . . . . . . . . . . . . . . . . . . . . . . . . . . . . . . . . . . . . . . . . . . . . . . . . . . . . . . . . . . . . . . . . . . . . . . . . . . . . . . . . . . . . . . . . . . . . . . . . . . . . . <box>241 621 1516 633</box>
toc-entry-page-number: 30 <box>1544 689 1561 703</box>
dot-leader: . . . . . . . . . . . . . . . . . . . . . . . . . . . . . . . . . . . . . . . . . . . . . . . . . . . . . . . . . . . . . . . . . . . . . . . . . . . . . . . . . . . . . . . . . . . . . . . . . . . . . . . . . . . . . . . . . . . . . . . . <box>188 947 1464 959</box>
dot-leader: . . . . . . . . . . . . . . . . . . . . . . . . . . . . . . . . . . . . . . . . . . . . . . . . . . . . . . . . . . . . . . . . . . . . . . . . . . . . . . . . . . . . . . . . . . . . . . . . . . . . . . . . . . . . . . . . . . . . . . . . <box>213 392 1489 405</box>
toc-entry-title: How Organizations Age <box>86 2160 208 2174</box>
dot-leader: . . . . . . . . . . . . . . . . . . . . . . . . . . . . . . . . . . . . . . . . . . . . . . . . . . . . . . . . . . . . . . . . . . . . . . . . . . . . . . . . . . . . . . . . . . . . . . . . . . . . . . . . . . . . . . . . . . . . . . . . <box>207 639 1482 652</box>
toc-entry-page-number: 127 <box>1529 1898 1547 1911</box>
toc-entry-title: Organizational Design <box>86 965 200 979</box>
toc-entry-title: Out of the Blue <box>86 373 166 387</box>
toc-entry-page-number: 20 <box>1433 536 1446 550</box>
dot-leader: . . . . . . . . . . . . . . . . . . . . . . . . . . . . . . . . . . . . . . . . . . . . . . . . . . . . . . . . . . . . . . . . . . . . . . . . . . . . . . . . . . . . . . . . . . . . . . . . . . . . . . . . . . . . . . . . . . . . . . . . <box>279 1973 1554 1986</box>
toc-entry-title: Misfits of Resource Topology <box>114 1823 265 1837</box>
dot-leader: . . . . . . . . . . . . . . . . . . . . . . . . . . . . . . . . . . . . . . . . . . . . . . . . . . . . . . . . . . . . . . . . . . . . . . . . . . . . . . . . . . . . . . . . . . . . . . . . . . . . . . . . . . . . . . . . . . . . . . . . <box>145 323 1421 336</box>
toc-entry-title: AI for Organizational Intelligence <box>86 1422 257 1436</box>
dot-leader: . . . . . . . . . . . . . . . . . . . . . . . . . . . . . . . . . . . . . . . . . . . . . . . . . . . . . . . . . . . . . . . . . . . . . . . . . . . . . . . . . . . . . . . . . . . . . . . . . . . . . . . . . . . . . . . . . . . . . . . . <box>240 2030 1516 2042</box>
toc-entry-page-number: 19 <box>1513 486 1525 499</box>
toc-entry-page-number: 102 <box>1416 1604 1434 1617</box>
toc-entry-page-number: 18 <box>1461 467 1474 480</box>
toc-entry-page-number: 136 <box>1506 1991 1525 2005</box>
toc-entry-title: Avoid Renting <box>86 555 162 569</box>
dot-leader: . . . . . . . . . . . . . . . . . . . . . . . . . . . . . . . . . . . . . . . . . . . . . . . . . . . . . . . . . . . . . . . . . . . . . . . . . . . . . . . . . . . . . . . . . . . . . . . . . . . . . . . . . . . . . . . . . . . . . . . . <box>205 1003 1481 1015</box>
toc-entry-page-number: 90 <box>1498 1384 1511 1398</box>
dot-leader: . . . . . . . . . . . . . . . . . . . . . . . . . . . . . . . . . . . . . . . . . . . . . . . . . . . . . . . . . . . . . . . . . . . . . . . . . . . . . . . . . . . . . . . . . . . . . . . . . . . . . . . . . . . . . . . . . . . . . . . . <box>196 286 1472 298</box>
dot-leader: . . . . . . . . . . . . . . . . . . . . . . . . . . . . . . . . . . . . . . . . . . . . . . . . . . . . . . . . . . . . . . . . . . . . . . . . . . . . . . . . . . . . . . . . . . . . . . . . . . . . . . . . . . . . . . . . . . . . . . . . <box>242 1035 1518 1047</box>
dot-leader: . . . . . . . . . . . . . . . . . . . . . . . . . . . . . . . . . . . . . . . . . . . . . . . . . . . . . . . . . . . . . . . . . . . . . . . . . . . . . . . . . . . . . . . . . . . . . . . . . . . . . . . . . . . . . . . . . . . . . . . . <box>166 1110 1441 1122</box>
dot-leader: . . . . . . . . . . . . . . . . . . . . . . . . . . . . . . . . . . . . . . . . . . . . . . . . . . . . . . . . . . . . . . . . . . . . . . . . . . . . . . . . . . . . . . . . . . . . . . . . . . . . . . . . . . . . . . . . . . . . . . . . <box>205 2180 1481 2192</box>
dot-leader: . . . . . . . . . . . . . . . . . . . . . . . . . . . . . . . . . . . . . . . . . . . . . . . . . . . . . . . . . . . . . . . . . . . . . . . . . . . . . . . . . . . . . . . . . . . . . . . . . . . . . . . . . . . . . . . . . . . . . . . . <box>184 1254 1459 1266</box>
toc-entry-page-number: 11 <box>1512 354 1529 368</box>
dot-leader: . . . . . . . . . . . . . . . . . . . . . . . . . . . . . . . . . . . . . . . . . . . . . . . . . . . . . . . . . . . . . . . . . . . . . . . . . . . . . . . . . . . . . . . . . . . . . . . . . . . . . . . . . . . . . . . . . . . . . . . . <box>182 1880 1458 1892</box>
dot-leader: . . . . . . . . . . . . . . . . . . . . . . . . . . . . . . . . . . . . . . . . . . . . . . . . . . . . . . . . . . . . . . . . . . . . . . . . . . . . . . . . . . . . . . . . . . . . . . . . . . . . . . . . . . . . . . . . . . . . . . . . <box>159 411 1435 424</box>
toc-entry-page-number: 129 <box>1468 1916 1487 1930</box>
toc-entry-title: AI for Doing <box>114 1441 182 1455</box>
dot-leader: . . . . . . . . . . . . . . . . . . . . . . . . . . . . . . . . . . . . . . . . . . . . . . . . . . . . . . . . . . . . . . . . . . . . . . . . . . . . . . . . . . . . . . . . . . . . . . . . . . . . . . . . . . . . . . . . . . . . . . . . <box>206 1516 1481 1529</box>
toc-entry-title: Resource <box>86 1604 136 1618</box>
toc-entry-page-number: 30 <box>1446 708 1459 722</box>
dot-leader: . . . . . . . . . . . . . . . . . . . . . . . . . . . . . . . . . . . . . . . . . . . . . . . . . . . . . . . . . . . . . . . . . . . . . . . . . . . . . . . . . . . . . . . . . . . . . . . . . . . . . . . . . . . . . . . . . . . . . . . . <box>175 1861 1450 1873</box>
toc-entry-page-number: 42 <box>1663 871 1680 885</box>
toc-entry-title: Key Chapter Ideas <box>86 1660 181 1674</box>
toc-entry-title: Thinking in Intelligences <box>114 1403 242 1417</box>
dot-leader: . . . . . . . . . . . . . . . . . . . . . . . . . . . . . . . . . . . . . . . . . . . . . . . . . . . . . . . . . . . . . . . . . . . . . . . . . . . . . . . . . . . . . . . . . . . . . . . . . . . . . . . . . . . . . . . . . . . . . . . . <box>223 198 1499 211</box>
page-title: Contents <box>67 42 182 72</box>
dot-leader: . . . . . . . . . . . . . . . . . . . . . . . . . . . . . . . . . . . . . . . . . . . . . . . . . . . . . . . . . . . . . . . . . . . . . . . . . . . . . . . . . . . . . . . . . . . . . . . . . . . . . . . . . . . . . . . . . . . . . . . . <box>122 746 1398 758</box>
dot-leader: . . . . . . . . . . . . . . . . . . . . . . . . . . . . . . . . . . . . . . . . . . . . . . . . . . . . . . . . . . . . . . . . . . . . . . . . . . . . . . . . . . . . . . . . . . . . . . . . . . . . . . . . . . . . . . . . . . . . . . . . <box>103 784 1378 796</box>
toc-entry-page-number: 31 <box>1455 727 1468 740</box>
toc-entry-page-number: 33 <box>1403 746 1416 759</box>
toc-entry-page-number: 42 <box>1500 890 1513 903</box>
dot-leader: . . . . . . . . . . . . . . . . . . . . . . . . . . . . . . . . . . . . . . . . . . . . . . . . . . . . . . . . . . . . . . . . . . . . . . . . . . . . . . . . . . . . . . . . . . . . . . . . . . . . . . . . . . . . . . . . . . . . . . . . <box>166 709 1441 721</box>
toc-entry-page-number: 36 <box>1383 783 1395 797</box>
toc-entry-title: Avoid Transformation Projects <box>86 620 241 634</box>
toc-entry-title: Discovering Org Topologies <box>86 1071 229 1086</box>
toc-entry-title: 19-Seconds Research <box>86 429 195 444</box>
toc-entry-title: Questions for Slow Thinking <box>86 1679 233 1693</box>
dot-leader: . . . . . . . . . . . . . . . . . . . . . . . . . . . . . . . . . . . . . . . . . . . . . . . . . . . . . . . . . . . . . . . . . . . . . . . . . . . . . . . . . . . . . . . . . . . . . . . . . . . . . . . . . . . . . . . . . . . . . . . . <box>204 1053 1480 1066</box>
toc-entry-title: Doing Intelligence <box>114 1328 210 1342</box>
toc-entry-page-number: 92 <box>1537 1422 1550 1435</box>
toc-entry-title: AI for Delivering <box>114 1459 204 1474</box>
toc-entry-page-number: 13 <box>1439 411 1452 424</box>
dot-leader: . . . . . . . . . . . . . . . . . . . . . . . . . . . . . . . . . . . . . . . . . . . . . . . . . . . . . . . . . . . . . . . . . . . . . . . . . . . . . . . . . . . . . . . . . . . . . . . . . . . . . . . . . . . . . . . . . . . . . . . . <box>200 965 1476 978</box>
dot-leader: . . . . . . . . . . . . . . . . . . . . . . . . . . . . . . . . . . . . . . . . . . . . . . . . . . . . . . . . . . . . . . . . . . . . . . . . . . . . . . . . . . . . . . . . . . . . . . . . . . . . . . . . . . . . . . . . . . . . . . . . <box>210 1091 1486 1103</box>
dot-leader: . . . . . . . . . . . . . . . . . . . . . . . . . . . . . . . . . . . . . . . . . . . . . . . . . . . . . . . . . . . . . . . . . . . . . . . . . . . . . . . . . . . . . . . . . . . . . . . . . . . . . . . . . . . . . . . . . . . . . . . . <box>181 1660 1457 1673</box>
dot-leader: . . . . . . . . . . . . . . . . . . . . . . . . . . . . . . . . . . . . . . . . . . . . . . . . . . . . . . . . . . . . . . . . . . . . . . . . . . . . . . . . . . . . . . . . . . . . . . . . . . . . . . . . . . . . . . . . . . . . . . . . <box>209 1128 1485 1141</box>
toc-entry-page-number: 121 <box>1549 1785 1567 1799</box>
toc-entry-title: From Within <box>86 536 153 550</box>
dot-leader: . . . . . . . . . . . . . . . . . . . . . . . . . . . . . . . . . . . . . . . . . . . . . . . . . . . . . . . . . . . . . . . . . . . . . . . . . . . . . . . . . . . . . . . . . . . . . . . . . . . . . . . . . . . . . . . . . . . . . . . . <box>175 1147 1450 1159</box>
dot-leader: . . . . . . . . . . . . . . . . . . . . . . . . . . . . . . . . . . . . . . . . . . . . . . . . . . . . . . . . . . . . . . . . . . . . . . . . . . . . . . . . . . . . . . . . . . . . . . . . . . . . . . . . . . . . . . . . . . . . . . . . <box>241 1567 1516 1579</box>
toc-entry-title: Defining Mandates <box>86 1253 184 1267</box>
toc-entry-page-number: 107 <box>1413 1622 1432 1636</box>
dot-leader: . . . . . . . . . . . . . . . . . . . . . . . . . . . . . . . . . . . . . . . . . . . . . . . . . . . . . . . . . . . . . . . . . . . . . . . . . . . . . . . . . . . . . . . . . . . . . . . . . . . . . . . . . . . . . . . . . . . . . . . . <box>226 1992 1502 2004</box>
dot-leader: . . . . . . . . . . . . . . . . . . . . . . . . . . . . . . . . . . . . . . . . . . . . . . . . . . . . . . . . . . . . . . . . . . . . . . . . . . . . . . . . . . . . . . . . . . . . . . . . . . . . . . . . . . . . . . . . . . . . . . . . <box>188 1917 1463 1929</box>
dot-leader: . . . . . . . . . . . . . . . . . . . . . . . . . . . . . . . . . . . . . . . . . . . . . . . . . . . . . . . . . . . . . . . . . . . . . . . . . . . . . . . . . . . . . . . . . . . . . . . . . . . . . . . . . . . . . . . . . . . . . . . . <box>226 1366 1501 1379</box>
toc-entry-title: Best Fit of Resource Topology <box>114 1785 269 1799</box>
dot-leader: . . . . . . . . . . . . . . . . . . . . . . . . . . . . . . . . . . . . . . . . . . . . . . . . . . . . . . . . . . . . . . . . . . . . . . . . . . . . . . . . . . . . . . . . . . . . . . . . . . . . . . . . . . . . . . . . . . . . . . . . <box>237 1272 1513 1285</box>
toc-entry-title: Adaptive Topology <box>86 2010 185 2024</box>
toc-entry-page-number: 1 <box>1606 167 1615 180</box>
toc-entry-page-number: 71 <box>1461 1184 1474 1197</box>
dot-leader: . . . . . . . . . . . . . . . . . . . . . . . . . . . . . . . . . . . . . . . . . . . . . . . . . . . . . . . . . . . . . . . . . . . . . . . . . . . . . . . . . . . . . . . . . . . . . . . . . . . . . . . . . . . . . . . . . . . . . . . . <box>248 1898 1524 1911</box>
toc-entry-title: From the Authors: Our Success Metric <box>67 167 323 180</box>
toc-entry-title: Prologue: Defining 10X <box>67 229 223 242</box>
toc-entry-title: The Leadership Challenge <box>86 890 219 904</box>
toc-entry-title: On Agentic Org Design <box>86 1516 206 1530</box>
dot-leader: . . . . . . . . . . . . . . . . . . . . . . . . . . . . . . . . . . . . . . . . . . . . . . . . . . . . . . . . . . . . . . . . . . . . . . . . . . . . . . . . . . . . . . . . . . . . . . . . . . . . . . . . . . . . . . . . . . . . . . . . <box>249 1711 1525 1723</box>
toc-entry-page-number: 14 <box>1475 429 1488 443</box>
toc-entry-page-number: 135 <box>1558 1973 1578 1986</box>
toc-entry-title: Principle 4: Fit for Purpose <box>67 1710 249 1724</box>
